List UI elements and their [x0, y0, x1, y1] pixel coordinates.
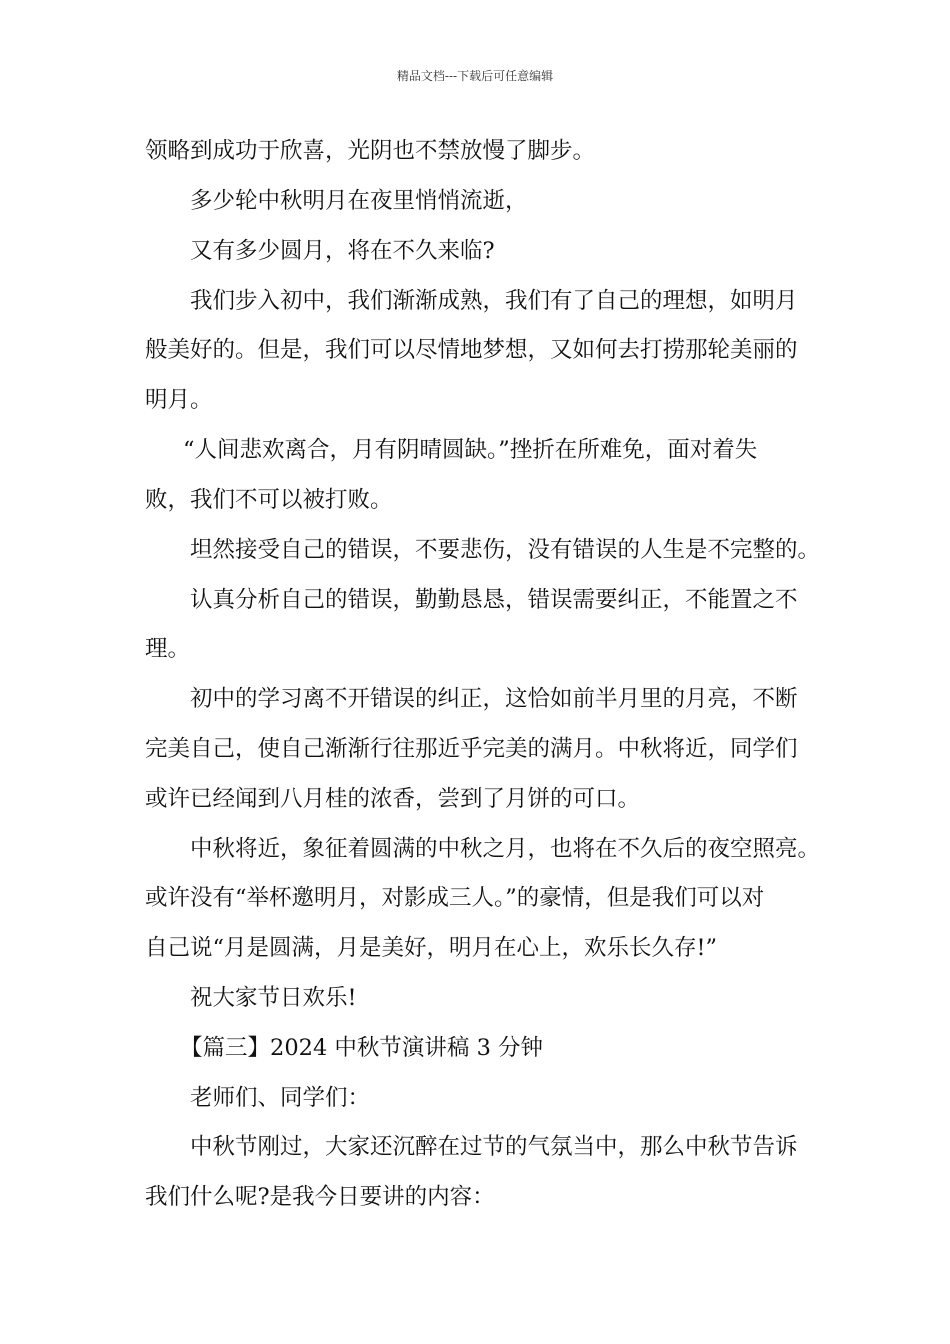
text-line: 中秋节刚过，大家还沉醉在过节的气氛当中，那么中秋节告诉	[190, 1134, 798, 1160]
text-line: 理。	[145, 636, 191, 662]
text-line: “人间悲欢离合，月有阴晴圆缺。”挫折在所难免，面对着失	[183, 437, 758, 463]
text-line: 败，我们不可以被打败。	[145, 487, 393, 513]
text-line: 我们步入初中，我们渐渐成熟，我们有了自己的理想，如明月	[190, 288, 798, 314]
text-line: 我们什么呢?是我今日要讲的内容：	[145, 1184, 495, 1210]
text-line: 坦然接受自己的错误，不要悲伤，没有错误的人生是不完整的。	[190, 537, 821, 563]
text-line: 领略到成功于欣喜，光阴也不禁放慢了脚步。	[145, 138, 596, 164]
text-line: 或许已经闻到八月桂的浓香，尝到了月饼的可口。	[145, 786, 641, 812]
text-line: 多少轮中秋明月在夜里悄悄流逝，	[190, 188, 528, 214]
text-line: 中秋将近，象征着圆满的中秋之月，也将在不久后的夜空照亮。	[190, 836, 821, 862]
text-line: 初中的学习离不开错误的纠正，这恰如前半月里的月亮，不断	[190, 686, 798, 712]
text-line: 般美好的。但是，我们可以尽情地梦想，又如何去打捞那轮美丽的	[145, 337, 798, 363]
page-header: 精品文档---下载后可任意编辑	[396, 69, 554, 83]
text-line: 自己说“月是圆满，月是美好，明月在心上，欢乐长久存!”	[145, 935, 718, 961]
text-line: 老师们、同学们：	[190, 1085, 371, 1111]
text-line: 认真分析自己的错误，勤勤恳恳，错误需要纠正，不能置之不	[190, 587, 798, 613]
text-line: 或许没有“举杯邀明月，对影成三人。”的豪情，但是我们可以对	[145, 885, 765, 911]
text-line: 又有多少圆月，将在不久来临?	[190, 238, 495, 264]
text-line: 明月。	[145, 387, 213, 413]
text-line: 完美自己，使自己渐渐行往那近乎完美的满月。中秋将近，同学们	[145, 736, 798, 762]
section-heading: 【篇三】2024 中秋节演讲稿 3 分钟	[180, 1035, 544, 1061]
text-line: 祝大家节日欢乐!	[190, 985, 357, 1011]
